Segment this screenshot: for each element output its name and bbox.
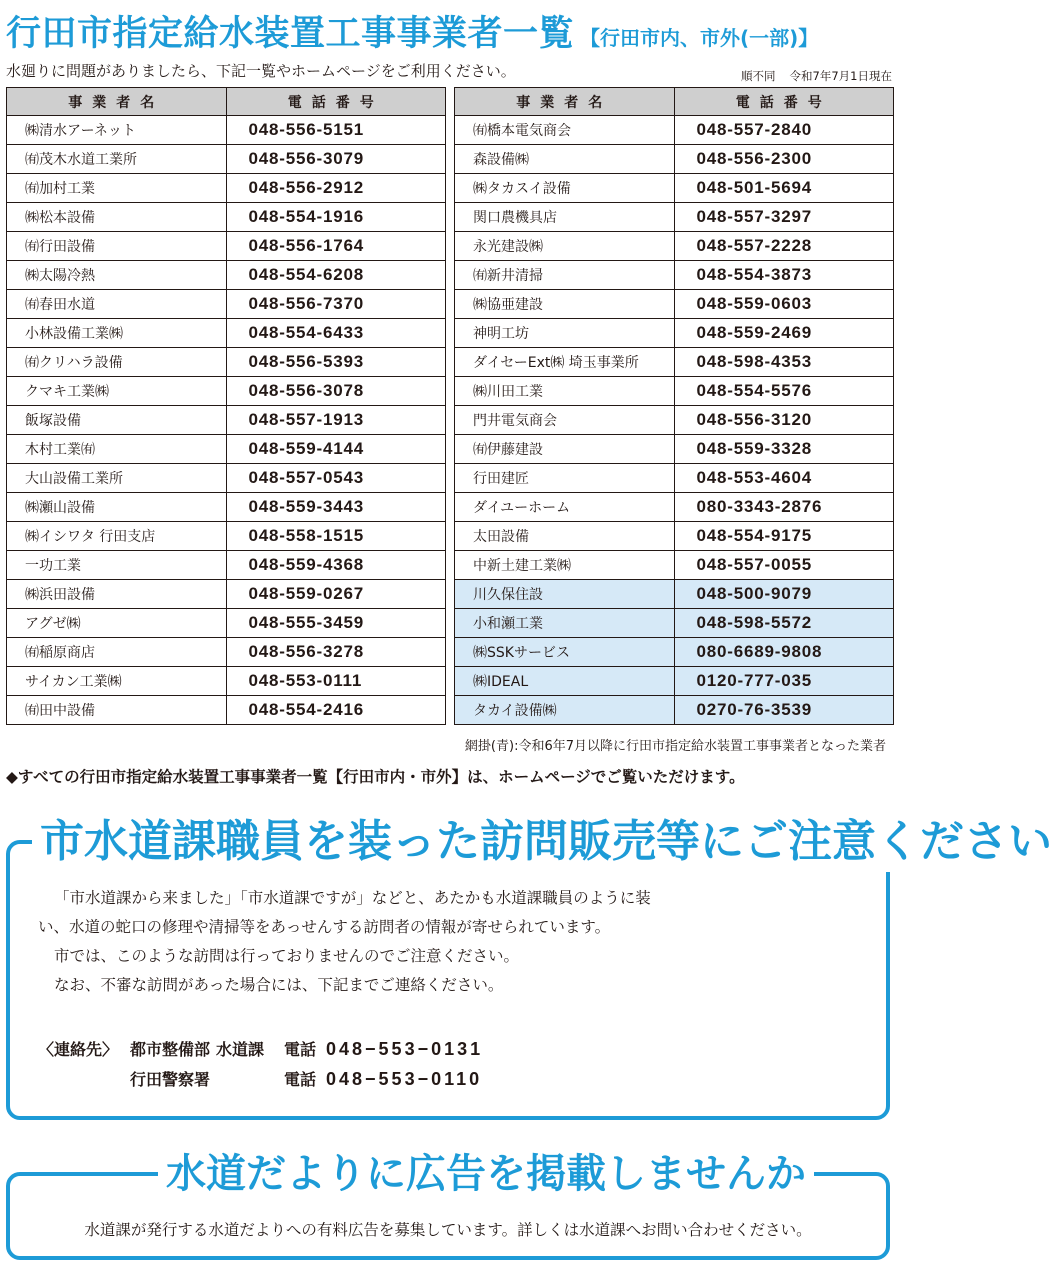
table-row xyxy=(7,377,446,406)
table-row xyxy=(455,406,894,435)
table-row xyxy=(455,116,894,145)
contractor-name: 飯塚設備 xyxy=(7,406,227,435)
contractor-name: 門井電気商会 xyxy=(455,406,675,435)
table-header xyxy=(455,88,894,116)
ad-box xyxy=(6,1151,890,1260)
contractor-tel: 048-559-3328 xyxy=(674,435,894,464)
contact-row-police xyxy=(38,1064,483,1094)
table-row xyxy=(7,522,446,551)
contractor-name: ㈲茂木水道工業所 xyxy=(7,145,227,174)
table-row xyxy=(455,464,894,493)
contact-row-water xyxy=(38,1034,483,1064)
table-row xyxy=(7,232,446,261)
contractor-tel: 080-3343-2876 xyxy=(674,493,894,522)
ad-text: 水道課が発行する水道だよりへの有料広告を募集しています。詳しくは水道課へお問い合わせください。 xyxy=(84,1221,812,1239)
date-note xyxy=(741,68,892,84)
contractor-tel: 048-554-3873 xyxy=(674,261,894,290)
contractor-tel: 0120-777-035 xyxy=(674,667,894,696)
column-header-name: 事業者名 xyxy=(7,88,227,116)
table-row xyxy=(7,348,446,377)
table-row xyxy=(455,232,894,261)
contractor-name: ㈲加村工業 xyxy=(7,174,227,203)
contractor-table-right xyxy=(454,87,894,725)
contractor-tel: 048-559-4368 xyxy=(226,551,446,580)
contractor-tel: 048-556-5151 xyxy=(226,116,446,145)
table-row xyxy=(7,551,446,580)
intro-text: 水廻りに問題がありましたら、下記一覧やホームページをご利用ください。 xyxy=(6,62,516,80)
contractor-name: ㈱SSKサービス xyxy=(455,638,675,667)
contractor-name: 中新土建工業㈱ xyxy=(455,551,675,580)
contractor-name: ㈲橋本電気商会 xyxy=(455,116,675,145)
table-row xyxy=(455,551,894,580)
contractor-tel: 048-501-5694 xyxy=(674,174,894,203)
contractor-tel: 048-557-2840 xyxy=(674,116,894,145)
contractor-tel: 048-559-0603 xyxy=(674,290,894,319)
contractor-tel: 048-554-6433 xyxy=(226,319,446,348)
table-row xyxy=(7,145,446,174)
contractor-tel: 048-556-3079 xyxy=(226,145,446,174)
table-row xyxy=(455,580,894,609)
contact-block xyxy=(38,1034,483,1094)
contractor-name: ㈱瀬山設備 xyxy=(7,493,227,522)
contractor-tel: 048-556-5393 xyxy=(226,348,446,377)
as-of-date: 令和7年7月1日現在 xyxy=(789,69,892,83)
contractor-name: ㈱タカスイ設備 xyxy=(455,174,675,203)
contractor-name: ㈱清水アーネット xyxy=(7,116,227,145)
table-row xyxy=(455,609,894,638)
contractor-tel: 048-598-4353 xyxy=(674,348,894,377)
table-row xyxy=(455,696,894,725)
table-row xyxy=(7,493,446,522)
table-row xyxy=(455,638,894,667)
table-row xyxy=(7,174,446,203)
contractor-tel: 048-556-7370 xyxy=(226,290,446,319)
contractor-tel: 048-556-2300 xyxy=(674,145,894,174)
table-row xyxy=(7,203,446,232)
contractor-name: 森設備㈱ xyxy=(455,145,675,174)
contractor-name: 小林設備工業㈱ xyxy=(7,319,227,348)
contractor-tel: 048-558-1515 xyxy=(226,522,446,551)
contractor-tel: 080-6689-9808 xyxy=(674,638,894,667)
homepage-note: ◆すべての行田市指定給水装置工事事業者一覧【行田市内・市外】は、ホームページでご覧いただけます。 xyxy=(6,768,745,786)
contractor-name: ㈱浜田設備 xyxy=(7,580,227,609)
table-row xyxy=(7,406,446,435)
contractor-tel: 048-557-0055 xyxy=(674,551,894,580)
warning-title: 市水道課職員を装った訪問販売等にご注意ください xyxy=(32,812,1060,872)
contractor-name: ㈱IDEAL xyxy=(455,667,675,696)
contractor-name: クマキ工業㈱ xyxy=(7,377,227,406)
ad-title: 水道だよりに広告を掲載しませんか xyxy=(158,1144,814,1204)
contractor-name: 神明工坊 xyxy=(455,319,675,348)
page-header xyxy=(6,6,896,56)
contractor-tel: 048-556-3078 xyxy=(226,377,446,406)
contact-tel: 048−553−0131 xyxy=(326,1039,484,1059)
contractor-tel: 048-554-9175 xyxy=(674,522,894,551)
table-row xyxy=(7,261,446,290)
contractor-name: タカイ設備㈱ xyxy=(455,696,675,725)
table-row xyxy=(7,464,446,493)
table-row xyxy=(7,290,446,319)
table-row xyxy=(455,493,894,522)
contractor-name: ㈲行田設備 xyxy=(7,232,227,261)
contractor-name: 永光建設㈱ xyxy=(455,232,675,261)
table-row xyxy=(455,319,894,348)
contractor-name: ダイユーホーム xyxy=(455,493,675,522)
table-row xyxy=(7,667,446,696)
table-row xyxy=(7,696,446,725)
contractor-tel: 048-557-0543 xyxy=(226,464,446,493)
warning-paragraph: 「市水道課から来ました」「市水道課ですが」などと、あたかも水道課職員のように装い、水道の蛇口の修理や清掃等をあっせんする訪問者の情報が寄せられています。 xyxy=(38,889,651,936)
contractor-name: ㈱太陽冷熱 xyxy=(7,261,227,290)
contractor-tel: 048-598-5572 xyxy=(674,609,894,638)
contact-dept: 行田警察署 xyxy=(130,1070,211,1089)
contact-tel: 048−553−0110 xyxy=(326,1069,483,1089)
contact-section: 水道課 xyxy=(216,1040,265,1059)
table-row xyxy=(455,203,894,232)
table-row xyxy=(455,377,894,406)
contractor-name: ㈲春田水道 xyxy=(7,290,227,319)
contractor-name: ㈱松本設備 xyxy=(7,203,227,232)
contractor-tel: 048-556-2912 xyxy=(226,174,446,203)
table-row xyxy=(7,609,446,638)
contractor-table-left xyxy=(6,87,446,725)
contractor-tel: 048-556-1764 xyxy=(226,232,446,261)
table-header xyxy=(7,88,446,116)
contractor-name: ㈱イシワタ 行田支店 xyxy=(7,522,227,551)
contact-label: 〈連絡先〉 xyxy=(38,1040,119,1059)
contractor-name: 大山設備工業所 xyxy=(7,464,227,493)
column-header-tel: 電話番号 xyxy=(674,88,894,116)
order-note: 順不同 xyxy=(741,69,776,83)
contractor-tel: 048-557-2228 xyxy=(674,232,894,261)
table-row xyxy=(455,145,894,174)
page-title: 行田市指定給水装置工事事業者一覧 xyxy=(6,14,575,54)
contractor-name: 川久保住設 xyxy=(455,580,675,609)
contractor-name: ㈱川田工業 xyxy=(455,377,675,406)
contractor-name: ㈲田中設備 xyxy=(7,696,227,725)
table-row xyxy=(455,522,894,551)
table-row xyxy=(455,261,894,290)
contractor-tel: 048-554-2416 xyxy=(226,696,446,725)
table-row xyxy=(7,580,446,609)
contractor-name: 太田設備 xyxy=(455,522,675,551)
contractor-tel: 048-559-0267 xyxy=(226,580,446,609)
contractor-tel: 048-557-3297 xyxy=(674,203,894,232)
contractor-tel: 048-559-3443 xyxy=(226,493,446,522)
table-row xyxy=(455,435,894,464)
contractor-name: ダイセーExt㈱ 埼玉事業所 xyxy=(455,348,675,377)
table-row xyxy=(7,435,446,464)
contractor-name: 関口農機具店 xyxy=(455,203,675,232)
contractor-name: 行田建匠 xyxy=(455,464,675,493)
table-row xyxy=(455,290,894,319)
contractor-name: ㈲伊藤建設 xyxy=(455,435,675,464)
contractor-tel: 048-559-4144 xyxy=(226,435,446,464)
contractor-tel: 048-553-4604 xyxy=(674,464,894,493)
contractor-tel: 048-556-3278 xyxy=(226,638,446,667)
table-row xyxy=(455,667,894,696)
contractor-name: ㈲クリハラ設備 xyxy=(7,348,227,377)
contractor-name: 木村工業㈲ xyxy=(7,435,227,464)
contractor-tel: 048-554-1916 xyxy=(226,203,446,232)
warning-box xyxy=(6,816,1052,1120)
contractor-name: アグゼ㈱ xyxy=(7,609,227,638)
contractor-name: ㈲稲原商店 xyxy=(7,638,227,667)
table-row xyxy=(7,319,446,348)
warning-body xyxy=(38,884,678,1000)
contractor-name: 小和瀬工業 xyxy=(455,609,675,638)
contact-dept: 都市整備部 xyxy=(130,1040,211,1059)
table-row xyxy=(455,174,894,203)
contractor-tel: 048-559-2469 xyxy=(674,319,894,348)
contractor-name: ㈱協亜建設 xyxy=(455,290,675,319)
table-row xyxy=(7,638,446,667)
page-subtitle: 【行田市内、市外(一部)】 xyxy=(580,26,819,50)
contractor-tel: 048-557-1913 xyxy=(226,406,446,435)
contractor-tel: 048-554-6208 xyxy=(226,261,446,290)
warning-paragraph: 市では、このような訪問は行っておりませんのでご注意ください。 xyxy=(54,947,520,965)
table-row xyxy=(455,348,894,377)
contractor-tel: 048-556-3120 xyxy=(674,406,894,435)
contractor-name: ㈲新井清掃 xyxy=(455,261,675,290)
tel-label: 電話 xyxy=(284,1070,317,1089)
contractor-name: サイカン工業㈱ xyxy=(7,667,227,696)
column-header-name: 事業者名 xyxy=(455,88,675,116)
shading-footnote: 網掛(青):令和6年7月以降に行田市指定給水装置工事事業者となった業者 xyxy=(464,739,886,754)
contractor-tel: 048-553-0111 xyxy=(226,667,446,696)
warning-paragraph: なお、不審な訪問があった場合には、下記までご連絡ください。 xyxy=(54,976,504,994)
table-row xyxy=(7,116,446,145)
column-header-tel: 電話番号 xyxy=(226,88,446,116)
contractor-tel: 048-555-3459 xyxy=(226,609,446,638)
tel-label: 電話 xyxy=(284,1040,317,1059)
contractor-name: 一功工業 xyxy=(7,551,227,580)
contractor-tel: 0270-76-3539 xyxy=(674,696,894,725)
contractor-tel: 048-500-9079 xyxy=(674,580,894,609)
contractor-tel: 048-554-5576 xyxy=(674,377,894,406)
